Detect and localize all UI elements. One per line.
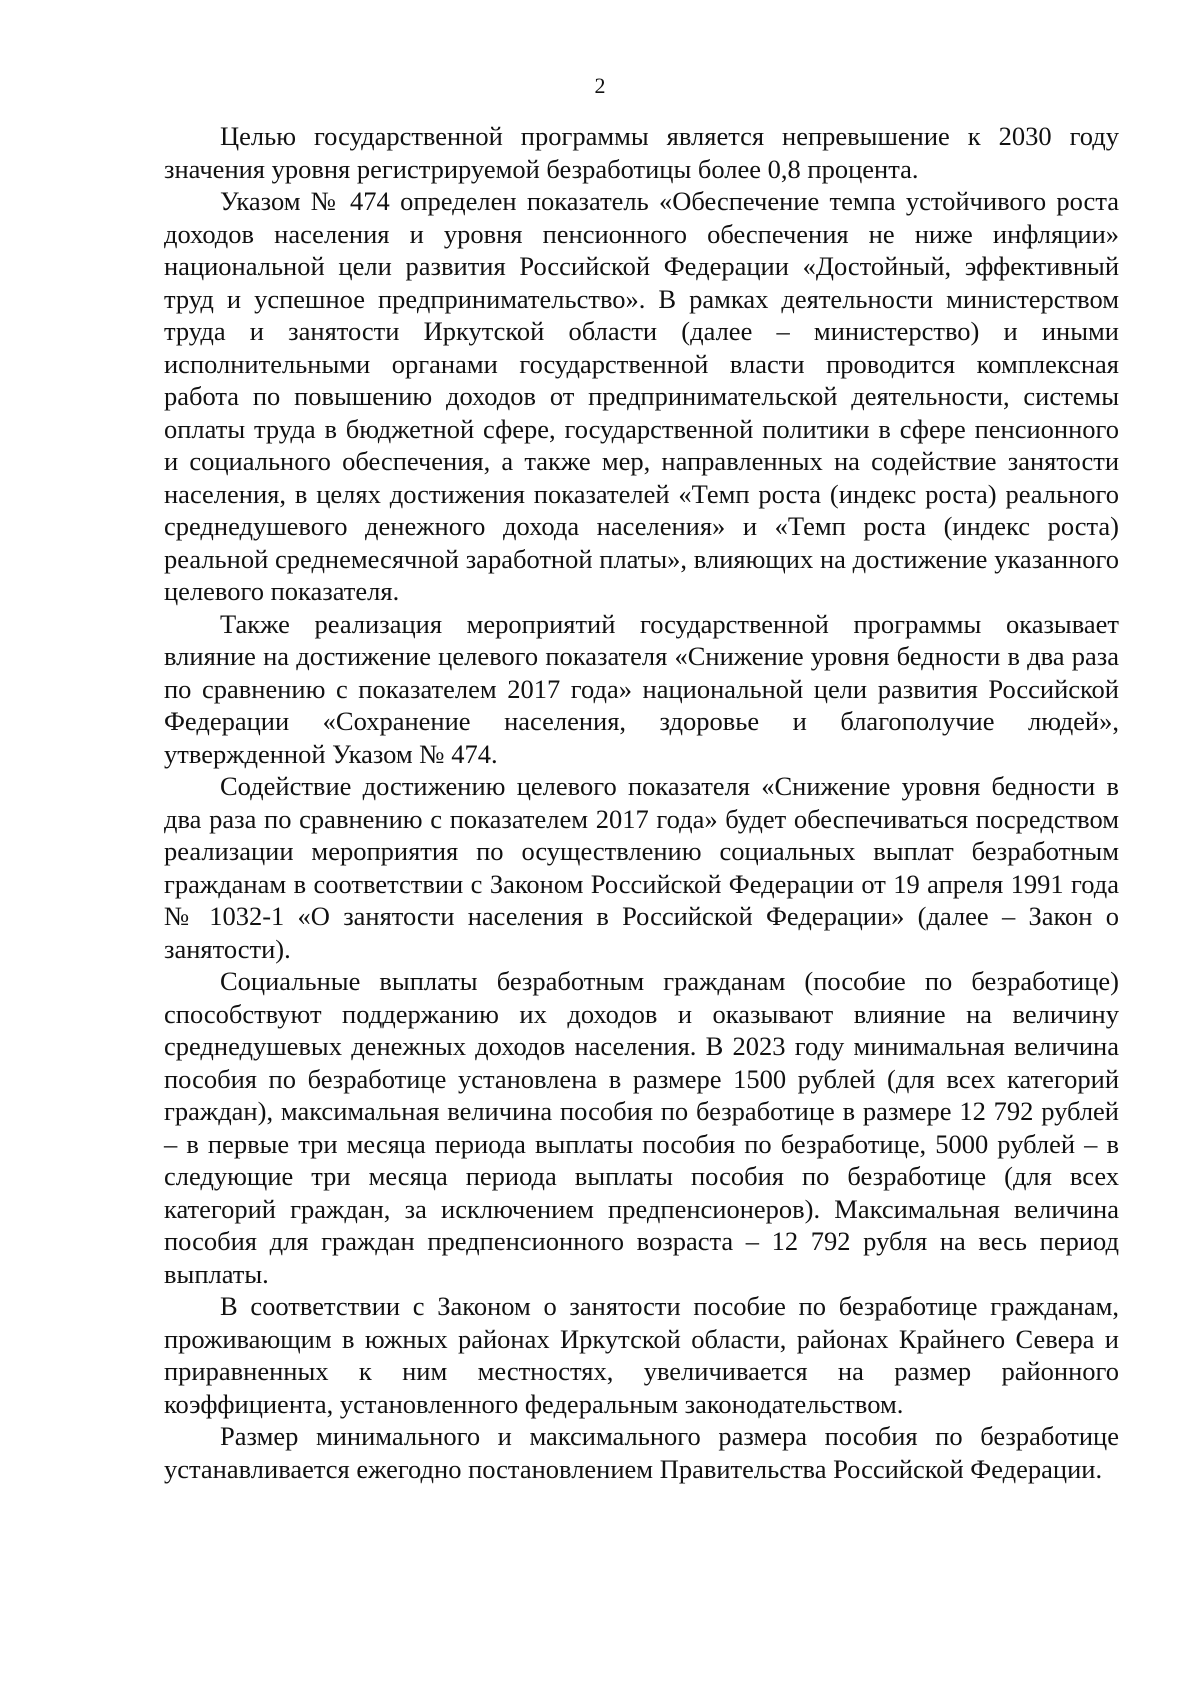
document-body [164, 120, 1119, 1485]
paragraph-regional-coefficient: В соответствии с Законом о занятости пособие по безработице гражданам, проживающим в южных районах Иркутской области, районах Крайнего Севера и приравненных к ним местностях, увеличивается на размер районного коэффициента, установленного федеральным законодательством. [164, 1291, 1119, 1419]
paragraph-social-payments-measure: Содействие достижению целевого показателя «Снижение уровня бедности в два раза по сравнению с показателем 2017 года» будет обеспечиваться посредством реализации мероприятия по осуществлению социальных выплат безработным гражданам в соответствии с Законом Российской Федерации от 19 апреля 1991 года № 1032-1 «О занятости населения в Российской Федерации» (далее – Закон о занятости). [164, 771, 1119, 964]
page-number: 2 [594, 73, 606, 98]
paragraph-annual-setting: Размер минимального и максимального размера пособия по безработице устанавливается ежегодно постановлением Правительства Российской Федерации. [164, 1421, 1119, 1484]
paragraph-decree-474-indicator: Указом № 474 определен показатель «Обеспечение темпа устойчивого роста доходов населения и уровня пенсионного обеспечения не ниже инфляции» национальной цели развития Российской Федерации «Достойный, эффективный труд и успешное предпринимательство». В рамках деятельности министерством труда и занятости Иркутской области (далее – министерство) и иными исполнительными органами государственной власти проводится комплексная работа по повышению доходов от предпринимательской деятельности, системы оплаты труда в бюджетной сфере, государственной политики в сфере пенсионного и социального обеспечения, а также мер, направленных на содействие занятости населения, в целях достижения показателей «Темп роста (индекс роста) реального среднедушевого денежного дохода населения» и «Темп роста (индекс роста) реальной среднемесячной заработной платы», влияющих на достижение указанного целевого показателя. [164, 186, 1119, 606]
paragraph-program-goal: Целью государственной программы является непревышение к 2030 году значения уровня регистрируемой безработицы более 0,8 процента. [164, 121, 1119, 184]
paragraph-poverty-reduction: Также реализация мероприятий государственной программы оказывает влияние на достижение целевого показателя «Снижение уровня бедности в два раза по сравнению с показателем 2017 года» национальной цели развития Российской Федерации «Сохранение населения, здоровье и благополучие людей», утвержденной Указом № 474. [164, 608, 1119, 769]
paragraph-unemployment-benefit-amounts: Социальные выплаты безработным гражданам (пособие по безработице) способствуют поддержанию их доходов и оказывают влияние на величину среднедушевых денежных доходов населения. В 2023 году минимальная величина пособия по безработице установлена в размере 1500 рублей (для всех категорий граждан), максимальная величина пособия по безработице в размере 12 792 рублей – в первые три месяца периода выплаты пособия по безработице, 5000 рублей – в следующие три месяца периода выплаты пособия по безработице (для всех категорий граждан, за исключением предпенсионеров). Максимальная величина пособия для граждан предпенсионного возраста – 12 792 рубля на весь период выплаты. [164, 966, 1119, 1289]
